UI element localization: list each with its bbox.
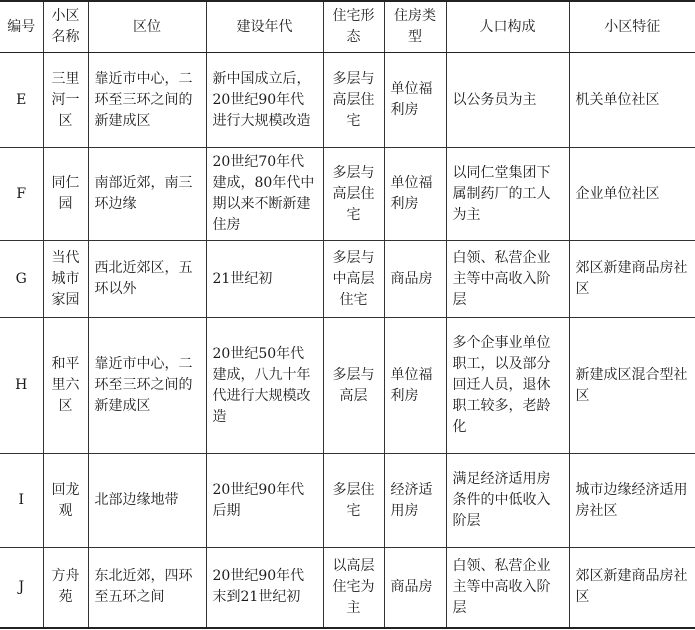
cell-era: 20世纪90年代末到21世纪初 [206,548,323,628]
cell-location: 南部近郊，南三环边缘 [88,148,206,241]
cell-name: 当代城市家园 [43,241,88,318]
cell-location: 东北近郊，四环至五环之间 [88,548,206,628]
cell-era: 20世纪90年代后期 [206,454,323,548]
cell-name: 同仁园 [43,148,88,241]
header-feature: 小区特征 [569,1,695,53]
cell-id: G [0,241,43,318]
table-row [0,148,695,241]
cell-era: 新中国成立后，20世纪90年代进行大规模改造 [206,53,323,148]
cell-population: 白领、私营企业主等中高收入阶层 [446,241,569,318]
table-row [0,318,695,454]
cell-type: 商品房 [384,548,446,628]
header-era: 建设年代 [206,1,323,53]
cell-type: 单位福利房 [384,53,446,148]
cell-population: 以公务员为主 [446,53,569,148]
header-id: 编号 [0,1,43,53]
header-name: 小区名称 [43,1,88,53]
cell-form: 多层住宅 [323,454,384,548]
table-row [0,454,695,548]
cell-feature: 郊区新建商品房社区 [569,548,695,628]
cell-name: 回龙观 [43,454,88,548]
cell-location: 靠近市中心，二环至三环之间的新建成区 [88,318,206,454]
cell-id: J [0,548,43,628]
cell-feature: 郊区新建商品房社区 [569,241,695,318]
cell-feature: 新建成区混合型社区 [569,318,695,454]
cell-type: 商品房 [384,241,446,318]
cell-form: 多层与中高层住宅 [323,241,384,318]
cell-type: 经济适用房 [384,454,446,548]
cell-feature: 机关单位社区 [569,53,695,148]
cell-form: 多层与高层住宅 [323,53,384,148]
cell-form: 以高层住宅为主 [323,548,384,628]
cell-form: 多层与高层 [323,318,384,454]
cell-feature: 城市边缘经济适用房社区 [569,454,695,548]
cell-era: 20世纪70年代建成，80年代中期以来不断新建住房 [206,148,323,241]
cell-era: 20世纪50年代建成，八九十年代进行大规模改造 [206,318,323,454]
header-population: 人口构成 [446,1,569,53]
cell-type: 单位福利房 [384,318,446,454]
cell-id: E [0,53,43,148]
table-row [0,548,695,628]
cell-id: F [0,148,43,241]
table-row [0,241,695,318]
cell-feature: 企业单位社区 [569,148,695,241]
cell-location: 西北近郊区，五环以外 [88,241,206,318]
cell-name: 方舟苑 [43,548,88,628]
cell-population: 满足经济适用房条件的中低收入阶层 [446,454,569,548]
header-type: 住房类型 [384,1,446,53]
table-row [0,53,695,148]
cell-location: 北部边缘地带 [88,454,206,548]
cell-type: 单位福利房 [384,148,446,241]
cell-name: 和平里六区 [43,318,88,454]
cell-population: 以同仁堂集团下属制药厂的工人为主 [446,148,569,241]
cell-form: 多层与高层住宅 [323,148,384,241]
cell-id: H [0,318,43,454]
cell-era: 21世纪初 [206,241,323,318]
cell-population: 白领、私营企业主等中高收入阶层 [446,548,569,628]
header-location: 区位 [88,1,206,53]
cell-id: I [0,454,43,548]
cell-location: 靠近市中心，二环至三环之间的新建成区 [88,53,206,148]
header-form: 住宅形态 [323,1,384,53]
cell-population: 多个企事业单位职工，以及部分回迁人员，退休职工较多，老龄化 [446,318,569,454]
cell-name: 三里河一区 [43,53,88,148]
header-row [0,1,695,53]
